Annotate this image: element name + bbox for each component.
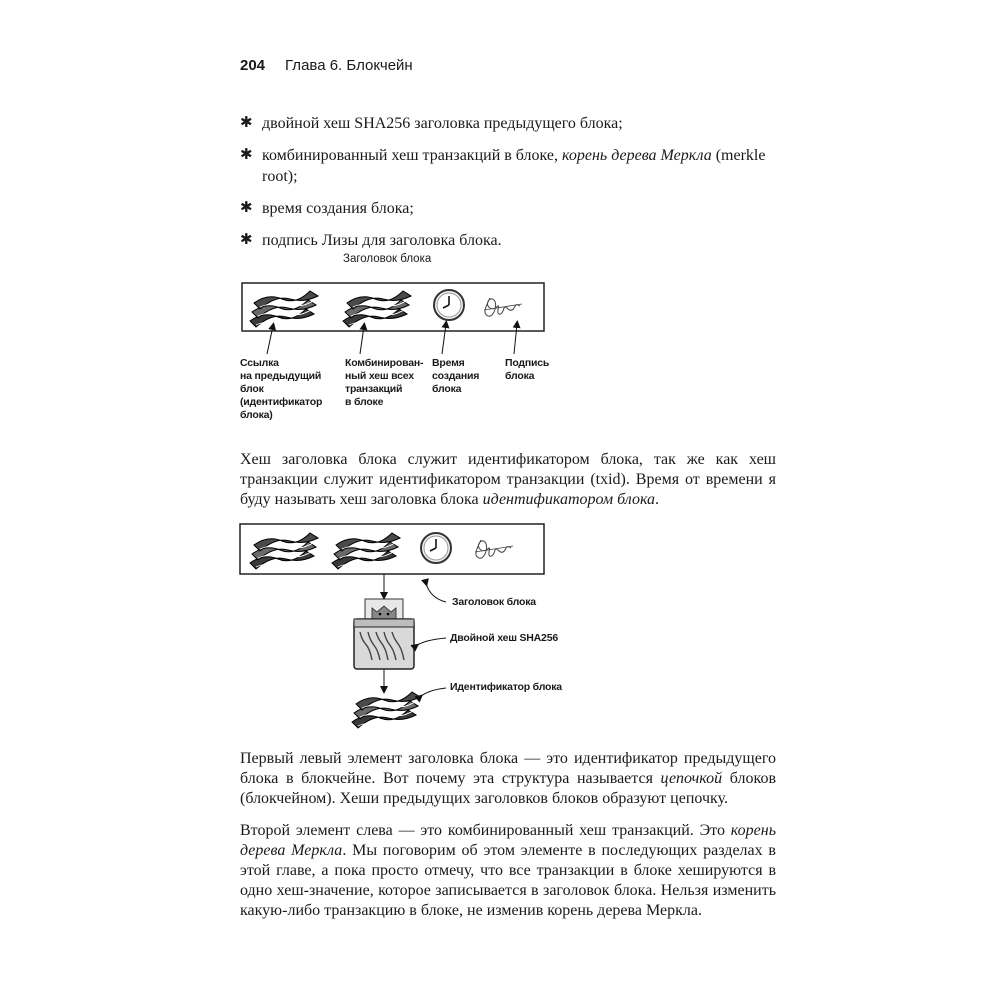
bullet-icon: ✱ — [240, 115, 253, 131]
paragraph: Первый левый элемент заголовка блока — это идентификатор предыдущего блока в блокчейне. Вот почему эта структура называется цепочкой блоков (блокчейном). Хеши предыдущих заголовков блоков образуют цепочку. — [240, 750, 776, 807]
list-item: ✱ время создания блока; — [240, 200, 414, 217]
label-block-id: Идентификатор блока — [450, 681, 562, 693]
paragraph: Хеш заголовка блока служит идентификатором блока, так же как хеш транзакции служит идентификатором транзакции (txid). Время от времени я буду называть хеш заголовка блока идентификатором блока. — [240, 451, 776, 508]
bullet-icon: ✱ — [240, 147, 253, 163]
paragraph: Второй элемент слева — это комбинированный хеш транзакций. Это корень дерева Меркла. Мы поговорим об этом элементе в последующих разделах в этой главе, а пока просто отмечу, что все транзакции в блоке хешируются в одно хеш-значение, которое записывается в заголовок блока. Нельзя изменить какую-либо транзакцию в блоке, не изменив корень дерева Меркла. — [240, 822, 776, 919]
chapter-title: Глава 6. Блокчейн — [285, 57, 413, 74]
arrow — [420, 688, 446, 697]
list-item: ✱ подпись Лизы для заголовка блока. — [240, 232, 502, 249]
clock-icon — [421, 533, 451, 563]
caption-previous-block: Ссылка на предыдущий блок (идентификатор блока) — [240, 357, 323, 421]
label-block-header: Заголовок блока — [452, 596, 536, 608]
figure1-title: Заголовок блока — [343, 253, 432, 265]
block-id-hash-icon — [352, 692, 420, 728]
list-item: ✱ комбинированный хеш транзакций в блоке, корень дерева Меркла (merkle root); — [240, 147, 766, 185]
list-item: ✱ двойной хеш SHA256 заголовка предыдущего блока; — [240, 115, 623, 132]
caption-signature: Подпись блока — [505, 357, 550, 382]
arrow — [416, 638, 446, 646]
label-double-sha256: Двойной хеш SHA256 — [450, 632, 558, 644]
caption-merkle: Комбинирован- ный хеш всех транзакций в блоке — [345, 357, 424, 408]
bullet-icon: ✱ — [240, 232, 253, 248]
shredder-icon — [354, 599, 414, 669]
page-number: 204 — [240, 57, 266, 74]
caption-time: Время создания блока — [432, 357, 480, 395]
arrow — [426, 583, 446, 602]
bullet-icon: ✱ — [240, 200, 253, 216]
